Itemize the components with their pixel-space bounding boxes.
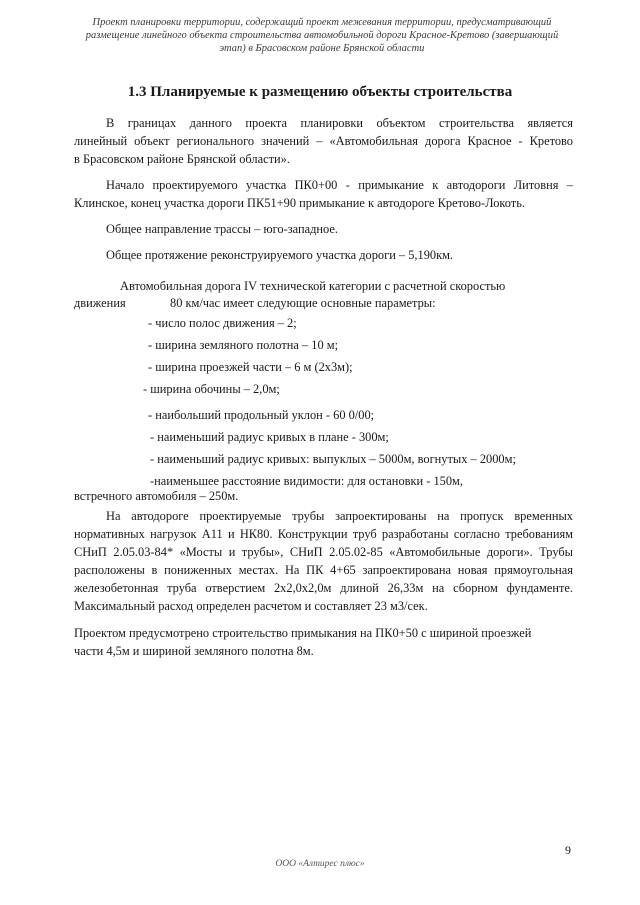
page-footer: ООО «Алтирес плюс» xyxy=(275,859,365,869)
pipes-line: расположены в пониженных местах. На ПК 4+65 запроектирована новая прямоугольная xyxy=(74,563,573,577)
category-line-1: Автомобильная дорога IV технической категории с расчетной скоростью xyxy=(120,279,506,293)
pipes-line: нормативных нагрузок А11 и НК80. Конструкции труб разработаны согласно требованиям xyxy=(74,527,573,541)
param-item: - число полос движения – 2; xyxy=(148,316,297,330)
param-item: - наименьший радиус кривых: выпуклых – 5000м, вогнутых – 2000м; xyxy=(150,452,516,466)
param-item: - ширина проезжей части – 6 м (2х3м); xyxy=(148,360,353,374)
pipes-line: СНиП 2.05.03-84* «Мосты и трубы», СНиП 2.05.02-85 «Автомобильные дороги». Трубы xyxy=(74,545,573,559)
param-item: - ширина земляного полотна – 10 м; xyxy=(148,338,339,352)
pipes-line: Максимальный расход определен расчетом и составляет 23 м3/сек. xyxy=(74,599,428,613)
intro-line-1: В границах данного проекта планировки объектом строительства является xyxy=(106,116,573,130)
intro-line-3: в Брасовском районе Брянской области». xyxy=(74,152,290,166)
header-line-3: этап) в Брасовском районе Брянской области xyxy=(219,43,425,54)
header-line-2: размещение линейного объекта строительства автомобильной дороги Красное-Кретово (завершающий xyxy=(85,30,559,41)
header-line-1: Проект планировки территории, содержащий проект межевания территории, предусматривающий xyxy=(92,17,552,28)
junction-line-2: части 4,5м и шириной земляного полотна 8м. xyxy=(74,644,314,658)
pipes-line: На автодороге проектируемые трубы запроектированы на пропуск временных xyxy=(106,509,573,523)
page-number: 9 xyxy=(565,843,571,857)
param-item: -наименьшее расстояние видимости: для остановки - 150м, xyxy=(150,474,463,488)
param-item: - наименьший радиус кривых в плане - 300м; xyxy=(150,430,389,444)
section-title: 1.3 Планируемые к размещению объекты строительства xyxy=(127,84,513,100)
running-header xyxy=(72,16,572,55)
param-continuation: встречного автомобиля – 250м. xyxy=(74,489,239,503)
category-line-2-label: движения xyxy=(74,296,126,310)
start-line-2: Клинское, конец участка дороги ПК51+90 примыкание к автодороге Кретово-Локоть. xyxy=(74,196,525,210)
junction-line-1: Проектом предусмотрено строительство примыкания на ПК0+50 с шириной проезжей xyxy=(74,626,532,640)
length-text: Общее протяжение реконструируемого участка дороги – 5,190км. xyxy=(106,248,454,262)
category-line-2-text: 80 км/час имеет следующие основные параметры: xyxy=(170,296,436,310)
param-item: - ширина обочины – 2,0м; xyxy=(143,382,280,396)
start-line-1: Начало проектируемого участка ПК0+00 - примыкание к автодороги Литовня – xyxy=(106,178,573,192)
param-item: - наибольший продольный уклон - 60 0/00; xyxy=(148,408,375,422)
direction-text: Общее направление трассы – юго-западное. xyxy=(106,222,338,236)
intro-line-2: линейный объект регионального значений – «Автомобильная дорога Красное - Кретово xyxy=(74,134,573,148)
pipes-line: железобетонная труба отверстием 2х2,0х2,0м длиной 26,33м на сборном фундаменте. xyxy=(74,581,573,595)
